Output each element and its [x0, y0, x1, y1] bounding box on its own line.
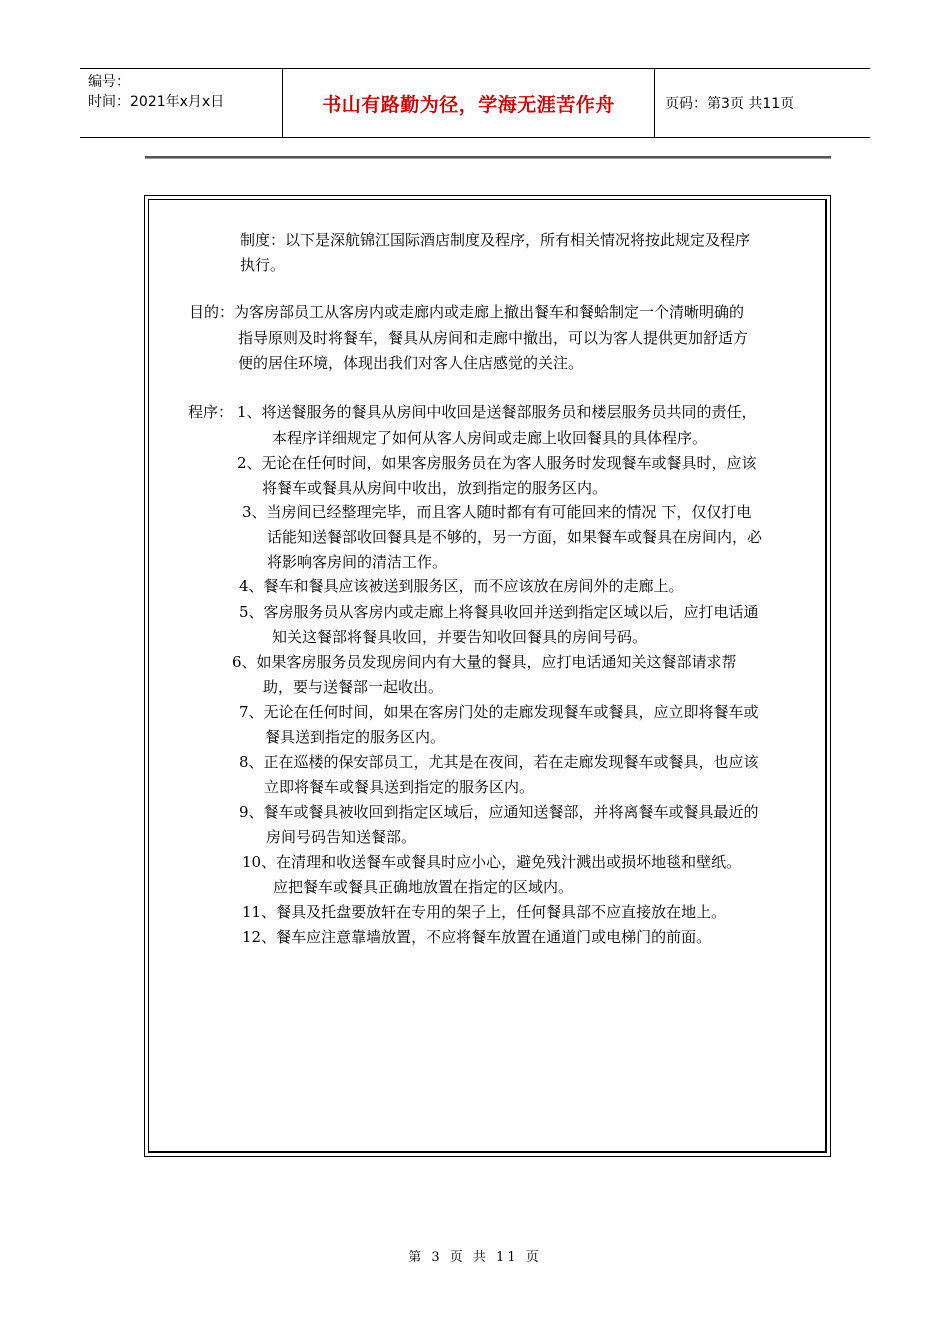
step-8-line-2: 立即将餐车或餐具送到指定的服务区内。 — [264, 778, 535, 796]
step-10-line-1: 10、在清理和收送餐车或餐具时应小心，避免残汁溅出或损坏地毯和壁纸。 — [242, 853, 742, 871]
step-1-line-1: 1、将送餐服务的餐具从房间中收回是送餐部服务员和楼层服务员共同的责任， — [237, 403, 757, 421]
number-label: 编号： — [88, 74, 130, 90]
step-8-line-1: 8、正在巡楼的保安部员工，尤其是在夜间，若在走廊发现餐车或餐具，也应该 — [239, 753, 759, 771]
purpose-line-2: 指导原则及时将餐车，餐具从房间和走廊中撤出，可以为客人提供更加舒适方 — [238, 329, 749, 347]
purpose-line-3: 便的居住环境，体现出我们对客人住店感觉的关注。 — [238, 354, 584, 372]
step-9-line-2: 房间号码告知送餐部。 — [266, 828, 417, 846]
step-5-line-2: 知关这餐部将餐具收回，并要告知收回餐具的房间号码。 — [272, 628, 648, 646]
step-5-line-1: 5、客房服务员从客房内或走廊上将餐具收回并送到指定区域以后，应打电话通 — [239, 603, 759, 621]
step-6-line-1: 6、如果客房服务员发现房间内有大量的餐具，应打电话通知关这餐部请求帮 — [232, 653, 737, 671]
purpose-line-1: 目的：为客房部员工从客房内或走廊内或走廊上撤出餐车和餐蛤制定一个清晰明确的 — [189, 303, 745, 321]
step-7-line-2: 餐具送到指定的服务区内。 — [265, 728, 446, 746]
step-3-line-2: 话能知送餐部收回餐具是不够的，另一方面，如果餐车或餐具在房间内，必 — [267, 528, 763, 546]
step-1-line-2: 本程序详细规定了如何从客人房间或走廊上收回餐具的具体程序。 — [272, 429, 708, 447]
step-11-line-1: 11、餐具及托盘要放轩在专用的架子上，任何餐具部不应直接放在地上。 — [242, 903, 727, 921]
header-divider — [145, 156, 831, 159]
header-motto: 书山有路勤为径，学海无涯苦作舟 — [282, 69, 655, 137]
system-line-2: 执行。 — [240, 256, 286, 274]
step-2-line-1: 2、无论在任何时间，如果客房服务员在为客人服务时发现餐车或餐具时，应该 — [237, 454, 757, 472]
page-header — [80, 68, 870, 138]
step-6-line-2: 助，要与送餐部一起收出。 — [263, 678, 444, 696]
step-4-line-1: 4、餐车和餐具应该被送到服务区，而不应该放在房间外的走廊上。 — [239, 577, 684, 595]
step-3-line-1: 3、当房间已经整理完毕，而且客人随时都有有可能回来的情况 下，仅仅打电 — [242, 503, 752, 521]
header-meta — [80, 69, 282, 137]
system-line-1: 制度：以下是深航锦江国际酒店制度及程序，所有相关情况将按此规定及程序 — [240, 231, 751, 249]
step-2-line-2: 将餐车或餐具从房间中收出，放到指定的服务区内。 — [262, 479, 608, 497]
step-10-line-2: 应把餐车或餐具正确地放置在指定的区域内。 — [273, 878, 574, 896]
step-12-line-1: 12、餐车应注意靠墙放置，不应将餐车放置在通道门或电梯门的前面。 — [242, 928, 712, 946]
step-7-line-1: 7、无论在任何时间，如果在客房门处的走廊发现餐车或餐具，应立即将餐车或 — [239, 703, 759, 721]
time-label: 时间：2021年x月x日 — [88, 94, 225, 110]
procedure-label: 程序： — [188, 403, 234, 421]
page-code: 页码：第3页 共11页 — [665, 96, 795, 112]
page-footer: 第 3 页 共 11 页 — [408, 1250, 542, 1265]
step-3-line-3: 将影响客房间的清洁工作。 — [267, 553, 448, 571]
step-9-line-1: 9、餐车或餐具被收回到指定区域后，应通知送餐部，并将离餐车或餐具最近的 — [239, 803, 759, 821]
